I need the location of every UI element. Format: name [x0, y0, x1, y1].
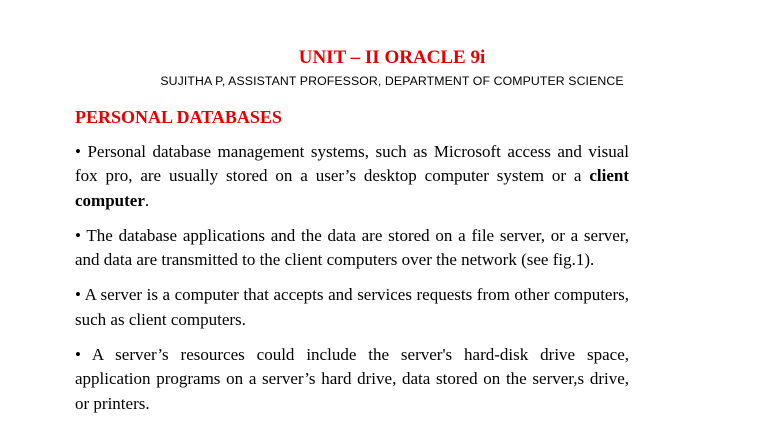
unit-title: UNIT – II ORACLE 9i: [298, 47, 486, 68]
paragraph-file-server: • The database applications and the data are stored on a file server, or a server, and data are transmitted to the client computers over the network (see fig.1).: [75, 225, 629, 270]
paragraph-text: • Personal database management systems, such as Microsoft access and visual fox pro, are usually stored on a user’s desktop computer system or a: [75, 142, 629, 186]
paragraph-text-end: .: [144, 190, 150, 210]
section-heading: PERSONAL DATABASES: [75, 107, 282, 127]
document-body: [75, 140, 629, 427]
paragraph-server-resources: • A server’s resources could include the server's hard-disk drive space, application programs on a server’s hard drive, data stored on the server,s drive, or printers.: [75, 345, 629, 413]
paragraph-personal-dbms: [75, 140, 629, 213]
paragraph-bold-term: client computer: [75, 166, 629, 210]
paragraph-server-definition: • A server is a computer that accepts and services requests from other computers, such as client computers.: [75, 285, 629, 329]
author-subtitle: SUJITHA P, ASSISTANT PROFESSOR, DEPARTMENT OF COMPUTER SCIENCE: [160, 74, 624, 88]
